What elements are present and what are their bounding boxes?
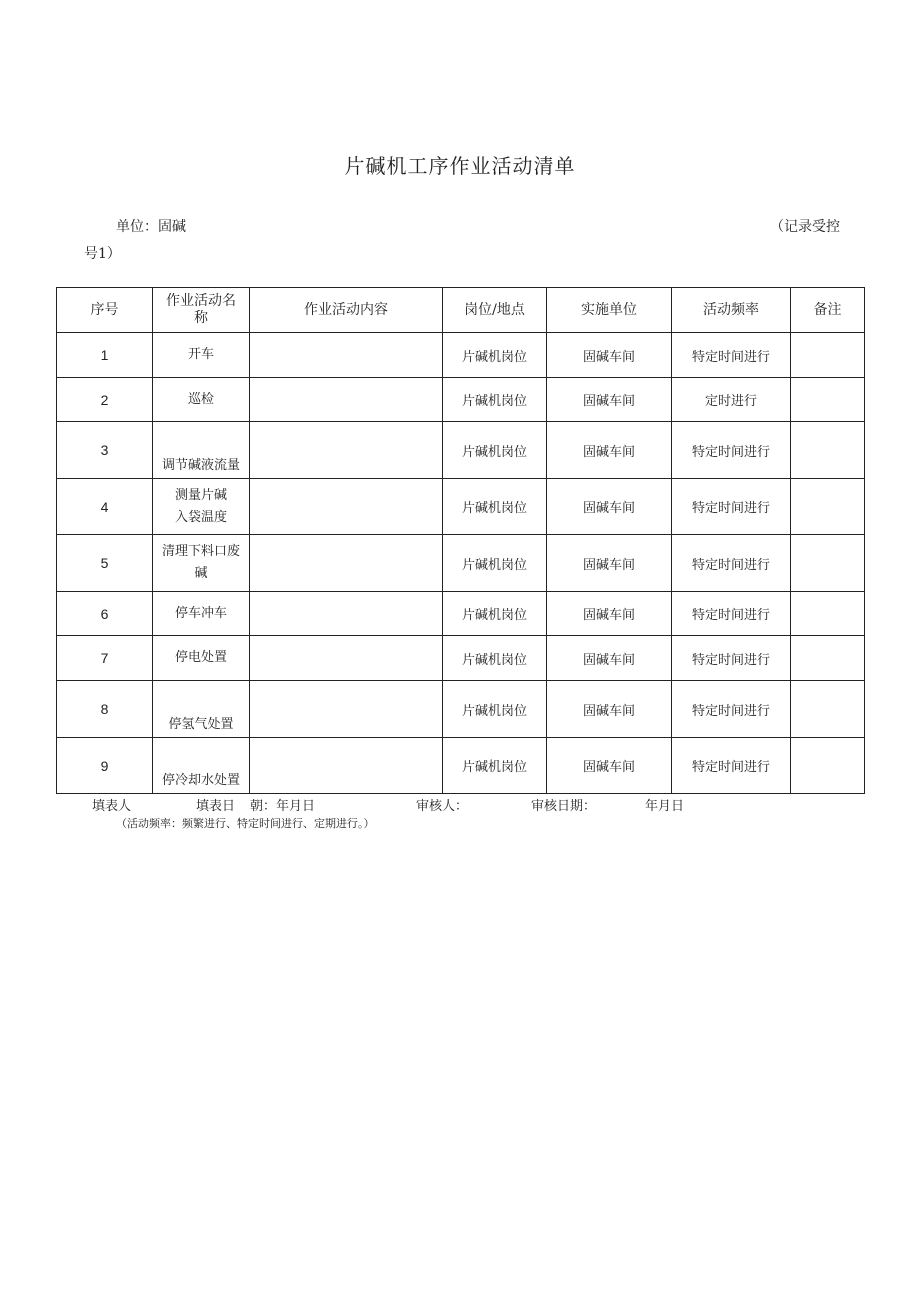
row-frequency: 定时进行 xyxy=(672,378,791,422)
row-remark xyxy=(791,333,865,378)
row-frequency: 特定时间进行 xyxy=(672,422,791,479)
row-activity-content xyxy=(250,479,443,535)
reviewer-label: 审核人： xyxy=(416,799,469,814)
row-remark xyxy=(791,535,865,592)
row-post: 片碱机岗位 xyxy=(443,479,547,535)
header-activity-name xyxy=(153,288,250,333)
row-activity-name xyxy=(153,636,250,681)
row-no: 3 xyxy=(57,422,153,479)
row-activity-content xyxy=(250,681,443,738)
table-row xyxy=(57,422,865,479)
row-activity-name xyxy=(153,333,250,378)
row-dept: 固碱车间 xyxy=(547,333,672,378)
row-activity-name-line1: 停车冲车 xyxy=(174,605,227,621)
table-row xyxy=(57,681,865,738)
row-post: 片碱机岗位 xyxy=(443,592,547,636)
row-post: 片碱机岗位 xyxy=(443,422,547,479)
row-frequency: 特定时间进行 xyxy=(672,592,791,636)
row-remark xyxy=(791,738,865,794)
row-post: 片碱机岗位 xyxy=(443,636,547,681)
header-activity-name-line2: 称 xyxy=(194,310,208,326)
row-activity-name-line1: 测量片碱 xyxy=(174,487,227,503)
row-no: 7 xyxy=(57,636,153,681)
record-control-label: （记录受控 xyxy=(770,219,840,235)
activity-table xyxy=(56,287,865,794)
table-row xyxy=(57,535,865,592)
header-remark: 备注 xyxy=(791,288,865,333)
record-control-number: 号1） xyxy=(84,246,121,262)
row-activity-name xyxy=(153,738,250,794)
fill-date-label: 填表日 xyxy=(196,799,236,814)
row-post: 片碱机岗位 xyxy=(443,333,547,378)
row-dept: 固碱车间 xyxy=(547,681,672,738)
row-activity-name-line2: 入袋温度 xyxy=(174,509,227,525)
row-activity-name-line1: 清理下料口废 xyxy=(161,544,240,559)
row-remark xyxy=(791,422,865,479)
row-activity-name xyxy=(153,378,250,422)
row-frequency: 特定时间进行 xyxy=(672,479,791,535)
row-activity-name-line1: 停氢气处置 xyxy=(168,717,234,732)
review-date-label: 审核日期： xyxy=(531,799,597,814)
row-activity-name xyxy=(153,592,250,636)
row-activity-name-line1: 巡检 xyxy=(187,391,214,407)
header-frequency: 活动频率 xyxy=(672,288,791,333)
row-post: 片碱机岗位 xyxy=(443,535,547,592)
row-frequency: 特定时间进行 xyxy=(672,636,791,681)
row-no: 5 xyxy=(57,535,153,592)
row-dept: 固碱车间 xyxy=(547,535,672,592)
row-dept: 固碱车间 xyxy=(547,479,672,535)
header-no: 序号 xyxy=(57,288,153,333)
row-activity-content xyxy=(250,738,443,794)
table-row xyxy=(57,592,865,636)
table-row xyxy=(57,378,865,422)
frequency-note: （活动频率：频繁进行、特定时间进行、定期进行。） xyxy=(116,817,375,830)
row-activity-content xyxy=(250,592,443,636)
row-no: 4 xyxy=(57,479,153,535)
row-activity-name xyxy=(153,681,250,738)
row-activity-name-line1: 开车 xyxy=(187,347,214,362)
unit-label: 单位：固碱 xyxy=(116,219,186,235)
row-remark xyxy=(791,636,865,681)
row-activity-name xyxy=(153,479,250,535)
review-date-value: 年月日 xyxy=(645,799,685,814)
row-remark xyxy=(791,681,865,738)
row-activity-name-line1: 停冷却水处置 xyxy=(161,773,240,788)
filler-label: 填表人 xyxy=(92,799,132,814)
table-row xyxy=(57,479,865,535)
row-post: 片碱机岗位 xyxy=(443,378,547,422)
row-dept: 固碱车间 xyxy=(547,422,672,479)
row-activity-name-line2: 碱 xyxy=(194,566,208,581)
row-activity-content xyxy=(250,422,443,479)
row-post: 片碱机岗位 xyxy=(443,681,547,738)
row-activity-name-line1: 调节碱液流量 xyxy=(161,458,240,473)
row-activity-name xyxy=(153,535,250,592)
row-remark xyxy=(791,378,865,422)
row-remark xyxy=(791,592,865,636)
fill-date-value: 朝：年月日 xyxy=(250,799,316,814)
row-frequency: 特定时间进行 xyxy=(672,681,791,738)
row-no: 2 xyxy=(57,378,153,422)
row-activity-content xyxy=(250,333,443,378)
row-remark xyxy=(791,479,865,535)
row-no: 1 xyxy=(57,333,153,378)
row-activity-name-line1: 停电处置 xyxy=(174,650,227,665)
table-header-row xyxy=(57,288,865,333)
row-dept: 固碱车间 xyxy=(547,592,672,636)
row-frequency: 特定时间进行 xyxy=(672,333,791,378)
row-activity-content xyxy=(250,378,443,422)
row-frequency: 特定时间进行 xyxy=(672,738,791,794)
table-row xyxy=(57,333,865,378)
header-activity-name-line1: 作业活动名 xyxy=(166,293,236,309)
row-post: 片碱机岗位 xyxy=(443,738,547,794)
row-activity-content xyxy=(250,535,443,592)
row-dept: 固碱车间 xyxy=(547,636,672,681)
row-frequency: 特定时间进行 xyxy=(672,535,791,592)
row-dept: 固碱车间 xyxy=(547,738,672,794)
header-post: 岗位/地点 xyxy=(443,288,547,333)
page-title: 片碱机工序作业活动清单 xyxy=(344,154,576,178)
header-activity-content: 作业活动内容 xyxy=(250,288,443,333)
header-dept: 实施单位 xyxy=(547,288,672,333)
row-no: 8 xyxy=(57,681,153,738)
row-no: 6 xyxy=(57,592,153,636)
row-activity-content xyxy=(250,636,443,681)
table-row xyxy=(57,738,865,794)
row-no: 9 xyxy=(57,738,153,794)
row-activity-name xyxy=(153,422,250,479)
table-row xyxy=(57,636,865,681)
row-dept: 固碱车间 xyxy=(547,378,672,422)
